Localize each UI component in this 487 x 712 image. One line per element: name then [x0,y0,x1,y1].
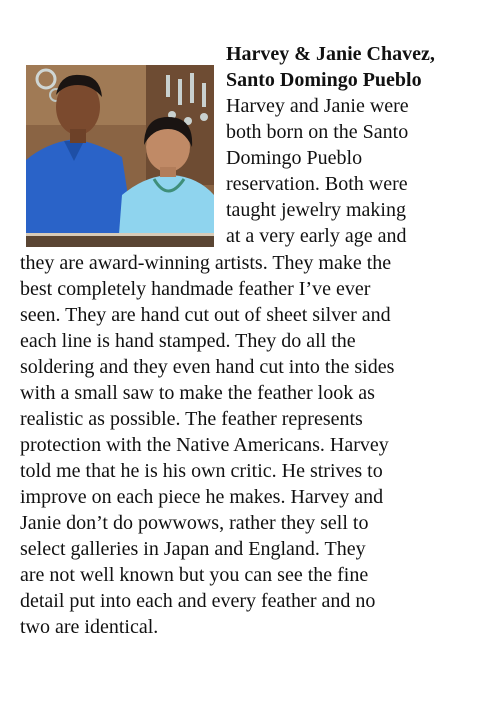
body-line-7: they are award-winning artists. They make the [20,252,392,274]
artists-photo-illustration [26,65,214,247]
body-line-1: Harvey and Janie were [226,95,409,117]
body-line-19: are not well known but you can see the fine [20,564,369,586]
body-line-16: improve on each piece he makes. Harvey and [20,486,384,508]
body-line-10: each line is hand stamped. They do all the [20,330,356,352]
body-line-21: two are identical. [20,616,159,638]
body-line-17: Janie don’t do powwows, rather they sell to [20,512,369,534]
body-line-8: best completely handmade feather I’ve ever [20,278,371,300]
body-line-6: at a very early age and [226,225,407,247]
body-line-15: told me that he is his own critic. He strives to [20,460,383,482]
body-line-4: reservation. Both were [226,173,408,195]
body-line-18: select galleries in Japan and England. They [20,538,366,560]
body-line-3: Domingo Pueblo [226,147,363,169]
body-line-5: taught jewelry making [226,199,406,221]
article-title [226,41,476,93]
article-title-line-1: Harvey & Janie Chavez, [226,43,435,65]
body-line-11: soldering and they even hand cut into the sides [20,356,395,378]
body-line-13: realistic as possible. The feather represents [20,408,363,430]
body-line-20: detail put into each and every feather and no [20,590,376,612]
body-line-12: with a small saw to make the feather look as [20,382,375,404]
body-line-14: protection with the Native Americans. Harvey [20,434,389,456]
body-line-9: seen. They are hand cut out of sheet silver and [20,304,391,326]
body-line-2: both born on the Santo [226,121,409,143]
article-title-line-2: Santo Domingo Pueblo [226,69,422,91]
artists-photo [26,65,214,247]
